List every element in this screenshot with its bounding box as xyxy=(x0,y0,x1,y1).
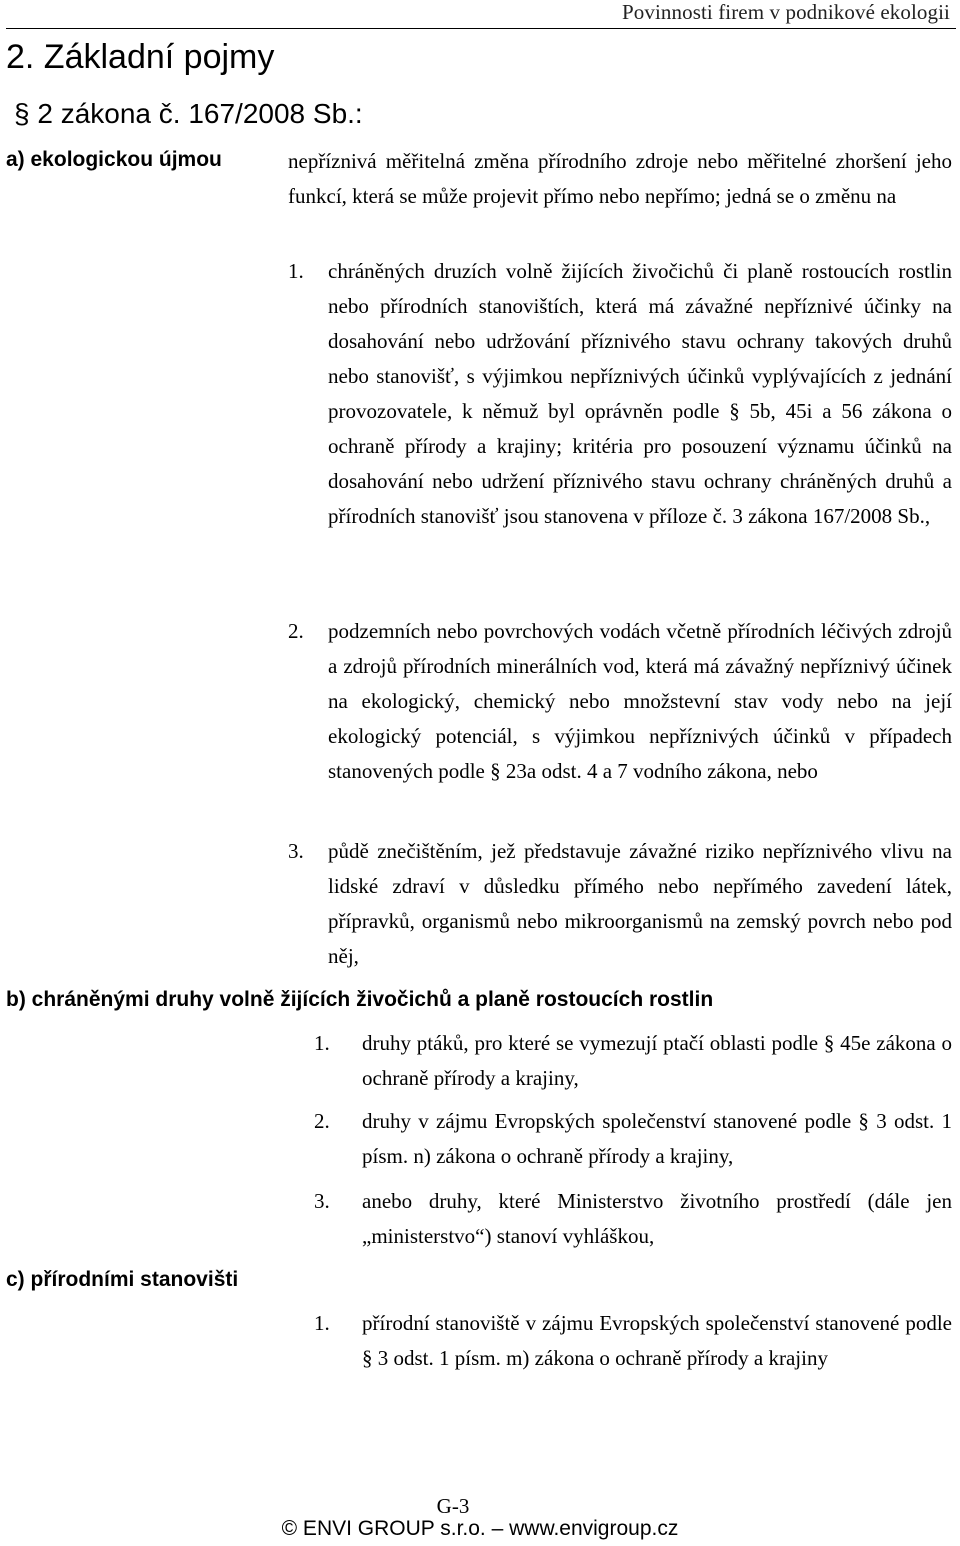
item-number: 2. xyxy=(288,619,304,643)
page-number: G-3 xyxy=(436,1494,470,1518)
legal-reference: § 2 zákona č. 167/2008 Sb.: xyxy=(14,98,363,129)
item-number: 1. xyxy=(314,1311,330,1335)
item-text: přírodní stanoviště v zájmu Evropských společenství stanovené podle § 3 odst. 1 písm. m) zákona o ochraně přírody a krajiny xyxy=(362,1311,952,1370)
running-title: Povinnosti firem v podnikové ekologii xyxy=(621,0,950,24)
definition-a-intro: nepříznivá měřitelná změna přírodního zdroje nebo měřitelné zhoršení jeho funkcí, která se může projevit přímo nebo nepřímo; jedná se o změnu na xyxy=(288,149,952,208)
item-text: podzemních nebo povrchových vodách včetně přírodních léčivých zdrojů a zdrojů přírodních minerálních vod, která má závažný nepříznivý účinek na ekologický, chemický nebo množstevní stav vody nebo na její ekologický potenciál, s výjimkou nepříznivých účinků v případech stanovených podle § 23a odst. 4 a 7 vodního zákona, nebo xyxy=(328,619,952,783)
definition-a-label: a) ekologickou újmou xyxy=(6,148,222,171)
item-number: 1. xyxy=(288,259,304,283)
definition-c-label: c) přírodními stanovišti xyxy=(6,1268,239,1291)
item-text: chráněných druzích volně žijících živočichů či planě rostoucích rostlin nebo přírodních stanovištích, která má závažné nepříznivé účinky na dosahování nebo udržování příznivého stavu ochrany takových druhů nebo stanovišť, s výjimkou nepříznivých účinků vyplývajících z jednání provozovatele, k němuž byl oprávněn podle § 5b, 45i a 56 zákona o ochraně přírody a krajiny; kritéria pro posouzení významu účinků na dosahování nebo udržení příznivého stavu ochrany chráněných druhů a přírodních stanovišť jsou stanovena v příloze č. 3 zákona 167/2008 Sb., xyxy=(328,259,952,528)
section-title: 2. Základní pojmy xyxy=(6,38,275,76)
item-number: 2. xyxy=(314,1109,330,1133)
item-text: půdě znečištěním, jež představuje závažné riziko nepříznivého vlivu na lidské zdraví v důsledku přímého nebo nepřímého zavedení látek, přípravků, organismů nebo mikroorganismů na zemský povrch nebo pod něj, xyxy=(328,839,952,968)
footer-company-line: © ENVI GROUP s.r.o. – www.envigroup.cz xyxy=(281,1517,679,1540)
item-number: 1. xyxy=(314,1031,330,1055)
header-rule xyxy=(6,28,956,29)
item-text: anebo druhy, které Ministerstvo životního prostředí (dále jen „ministerstvo“) stanoví vyhláškou, xyxy=(362,1189,952,1248)
item-number: 3. xyxy=(288,839,304,863)
definition-b-label: b) chráněnými druhy volně žijících živočichů a planě rostoucích rostlin xyxy=(6,988,714,1011)
item-text: druhy ptáků, pro které se vymezují ptačí oblasti podle § 45e zákona o ochraně přírody a krajiny, xyxy=(362,1031,952,1090)
item-text: druhy v zájmu Evropských společenství stanovené podle § 3 odst. 1 písm. n) zákona o ochraně přírody a krajiny, xyxy=(362,1109,952,1168)
item-number: 3. xyxy=(314,1189,330,1213)
